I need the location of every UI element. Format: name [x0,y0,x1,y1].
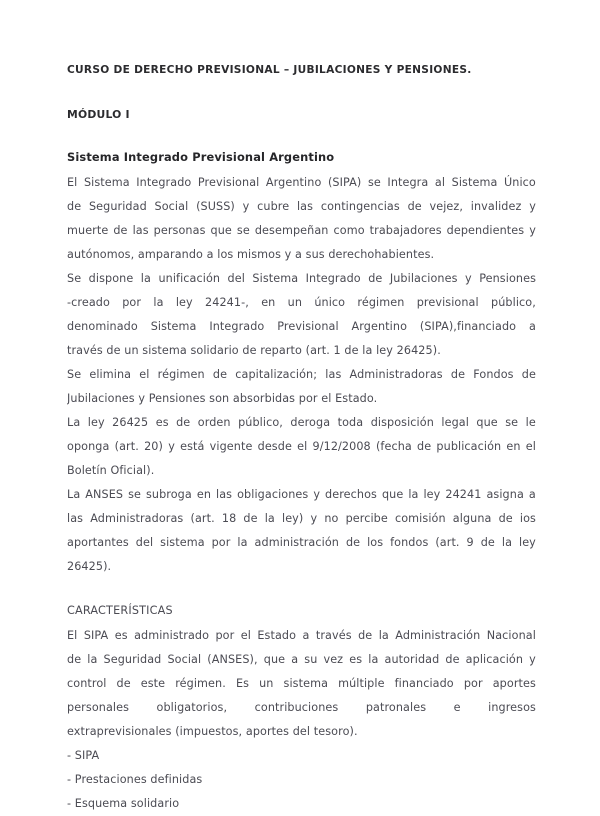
text-word: y [242,200,250,213]
text-word: Previsional [277,320,339,333]
text-word: Argentino [351,320,408,333]
text-word: sistema [160,536,205,549]
text-line [67,696,536,720]
list-item: - SIPA [67,749,100,762]
text-word: 24241 [445,488,482,501]
text-word: y [310,512,318,525]
paragraph-3 [67,363,536,411]
text-word: de [480,536,495,549]
text-word: elimina [89,368,132,381]
text-word: un [287,296,303,309]
text-line [67,171,536,195]
text-word: Social [154,200,189,213]
text-word: que [381,488,404,501]
text-word: la [237,536,248,549]
text-word: Se [67,272,82,285]
text-word: Social [167,653,202,666]
text-word: y [464,272,472,285]
text-line [67,195,536,219]
text-word: obligatorios, [156,701,228,714]
text-word: previsional [416,296,479,309]
text-word: Estado [257,629,297,642]
text-word: (SIPA),financiado [419,320,517,333]
text-line [67,531,536,555]
text-word: ios [519,512,536,525]
text-word: Integrado [136,176,192,189]
text-word: la [153,296,164,309]
text-line [67,315,536,339]
text-word: Pensiones [479,272,536,285]
text-word: 20) [144,440,163,453]
text-word: las [325,368,342,381]
text-word: disposición [370,416,434,429]
text-word: en [261,296,276,309]
text-word: Nacional [486,629,536,642]
text-word: y [313,488,321,501]
text-word: el [297,440,308,453]
text-word: es [114,629,128,642]
text-word: Administración [395,629,481,642]
text-word: por [211,536,231,549]
text-line: Jubilaciones y Pensiones son absorbidas por el Estado. [67,392,378,405]
text-word: se [128,488,141,501]
text-word: a [302,629,310,642]
text-word: de [113,224,128,237]
text-word: se [236,224,250,237]
text-word: 9/12/2008 [312,440,371,453]
text-line [67,267,536,291]
section-heading-sistema-integrado: Sistema Integrado Previsional Argentino [67,150,335,164]
text-word: régimen [357,296,405,309]
text-word: de [212,368,228,381]
text-word: patronales [365,701,427,714]
text-word: vez [323,653,344,666]
text-line: Boletín Oficial). [67,464,155,477]
section-spacer [67,579,536,603]
module-label: MÓDULO I [67,108,130,121]
text-word: Integrado [209,320,265,333]
text-word: Único [503,176,536,189]
text-word: es [155,416,169,429]
text-word: administrado [134,629,210,642]
text-line [67,219,536,243]
text-word: de [417,440,432,453]
text-word: múltiple [338,677,385,690]
text-word: está [180,440,205,453]
text-word: a [528,320,536,333]
text-word: muerte [67,224,109,237]
text-word: -creado [67,296,110,309]
text-word: Sistema [252,272,299,285]
text-word: que [263,653,286,666]
text-word: Integrado [305,272,361,285]
text-word: en [196,488,212,501]
text-word: sistema [283,677,329,690]
text-word: no [324,512,339,525]
text-word: aplicación [465,653,524,666]
text-word: la [501,536,513,549]
text-word: de [176,416,191,429]
text-word: Seguridad [88,200,147,213]
text-word: la [264,512,275,525]
text-word: a [528,488,536,501]
list-item: - Prestaciones definidas [67,773,203,786]
text-word: la [368,653,379,666]
text-word: ley [175,296,193,309]
text-word: (art. [190,512,215,525]
text-word: autoridad [384,653,440,666]
text-word: la [378,629,389,642]
text-word: por [463,677,483,690]
text-word: cubre [257,200,290,213]
list-item: - Esquema solidario [67,797,180,810]
text-word: las [67,512,84,525]
text-word: (ANSES), [207,653,258,666]
text-word: y [168,440,175,453]
text-word: Argentino [265,176,322,189]
text-word: 24241-, [205,296,249,309]
text-word: personales [67,701,130,714]
text-word: toda [337,416,364,429]
text-word: El [67,176,78,189]
text-word: financiado [394,677,454,690]
paragraph-1 [67,171,536,267]
text-word: de [407,200,422,213]
text-word: Es [235,677,250,690]
paragraph-2 [67,267,536,363]
document-title: CURSO DE DERECHO PREVISIONAL – JUBILACIONES Y PENSIONES. [67,64,472,76]
text-word: deroga [290,416,331,429]
text-word: a [291,653,299,666]
text-word: unificación [158,272,221,285]
text-word: Administradoras [349,368,443,381]
text-word: contingencias [320,200,400,213]
text-word: de [67,200,82,213]
document-content [67,62,536,816]
text-word: (art. [435,536,460,549]
text-word: de [445,653,460,666]
text-line [67,435,536,459]
text-word: es [349,653,363,666]
text-word: de [243,512,258,525]
text-word: público, [238,416,283,429]
text-line [67,483,536,507]
text-word: El [67,629,78,642]
text-word: Jubilaciones [389,272,458,285]
text-word: el [525,440,536,453]
text-word: Seguridad [103,653,162,666]
text-word: Sistema [83,176,130,189]
text-word: administración [254,536,339,549]
text-word: dispone [88,272,134,285]
text-word: ingresos [488,701,536,714]
text-line [67,648,536,672]
text-word: 26425 [112,416,149,429]
text-word: asigna [486,488,524,501]
text-word: régimen [157,368,205,381]
text-word: La [67,416,81,429]
text-word: se [505,416,519,429]
text-word: dependientes [446,224,525,237]
text-word: subroga [145,488,192,501]
text-word: ley) [281,512,304,525]
text-word: través [315,629,352,642]
text-word: fondos [390,536,429,549]
text-word: 9 [466,536,474,549]
text-word: Previsional [197,176,260,189]
text-word: como [333,224,365,237]
paragraph-5 [67,483,536,579]
text-word: de [358,629,373,642]
text-word: alguna [452,512,492,525]
text-word: un [259,677,274,690]
text-word: (art. [114,440,139,453]
text-line [67,672,536,696]
text-word: por [122,296,142,309]
text-word: control [67,677,107,690]
text-word: ley [518,536,536,549]
text-word: por [215,629,235,642]
text-word: Administradoras [90,512,184,525]
text-line [67,411,536,435]
text-word: al [434,176,446,189]
text-word: de [450,368,466,381]
text-word: régimen. [175,677,226,690]
text-word: publicación [436,440,502,453]
text-word: (SUSS) [196,200,235,213]
text-word: denominado [67,320,138,333]
text-word: 18 [221,512,237,525]
paragraph-6 [67,624,536,744]
text-word: que [476,416,498,429]
text-word: la [87,653,98,666]
text-word: de [67,653,82,666]
text-word: contribuciones [254,701,339,714]
text-line [67,291,536,315]
text-line: través de un sistema solidario de reparto (art. 1 de la ley 26425). [67,344,441,357]
text-word: se [367,176,381,189]
text-word: Fondos [473,368,514,381]
text-word: el [240,629,251,642]
text-line: extraprevisionales (impuestos, aportes del tesoro). [67,725,358,738]
text-word: único [314,296,346,309]
text-word: orden [197,416,231,429]
text-word: vejez, [429,200,464,213]
text-line: autónomos, amparando a los mismos y a sus derechohabientes. [67,248,435,261]
section-heading-caracteristicas: CARACTERÍSTICAS [67,604,173,617]
text-word: Se [67,368,82,381]
text-word: personas [153,224,206,237]
text-word: desde [257,440,292,453]
text-word: capitalización; [235,368,318,381]
text-word: vigente [209,440,253,453]
text-word: desempeñan [254,224,329,237]
text-word: ANSES [85,488,124,501]
text-word: la [408,488,419,501]
text-word: comisión [394,512,446,525]
text-word: e [453,701,461,714]
text-word: oponga [67,440,110,453]
text-word: Sistema [451,176,498,189]
text-word: de [498,512,513,525]
text-word: del [135,536,154,549]
paragraph-4 [67,411,536,483]
text-word: las [132,224,149,237]
text-word: aportantes [67,536,129,549]
text-word: (SIPA) [327,176,362,189]
text-word: las [296,200,314,213]
text-word: ley [87,416,105,429]
text-word: y [529,200,536,213]
text-line [67,624,536,648]
text-word: que [210,224,232,237]
text-word: invalidez [470,200,522,213]
text-word: (fecha [375,440,412,453]
text-word: aportes [492,677,536,690]
text-word: ley [423,488,441,501]
text-word: de [368,272,383,285]
text-word: de [116,677,131,690]
text-word: del [227,272,245,285]
text-word: La [67,488,81,501]
text-word: el [139,368,150,381]
text-word: y [529,224,536,237]
text-word: legal [441,416,469,429]
text-word: de [345,536,361,549]
text-word: derechos [325,488,377,501]
text-word: las [216,488,233,501]
text-word: la [140,272,151,285]
text-word: su [304,653,318,666]
text-word: le [525,416,536,429]
text-word: los [367,536,384,549]
text-line [67,507,536,531]
text-word: público, [491,296,536,309]
text-word: SIPA [83,629,109,642]
text-word: percibe [345,512,388,525]
text-word: y [529,653,536,666]
text-word: este [140,677,166,690]
text-word: de [521,368,536,381]
text-word: trabajadores [369,224,442,237]
text-line [67,363,536,387]
text-word: Sistema [150,320,197,333]
text-line: 26425). [67,560,112,573]
text-word: Integra [387,176,429,189]
text-word: obligaciones [237,488,309,501]
text-word: en [506,440,521,453]
bullet-list [67,744,536,816]
